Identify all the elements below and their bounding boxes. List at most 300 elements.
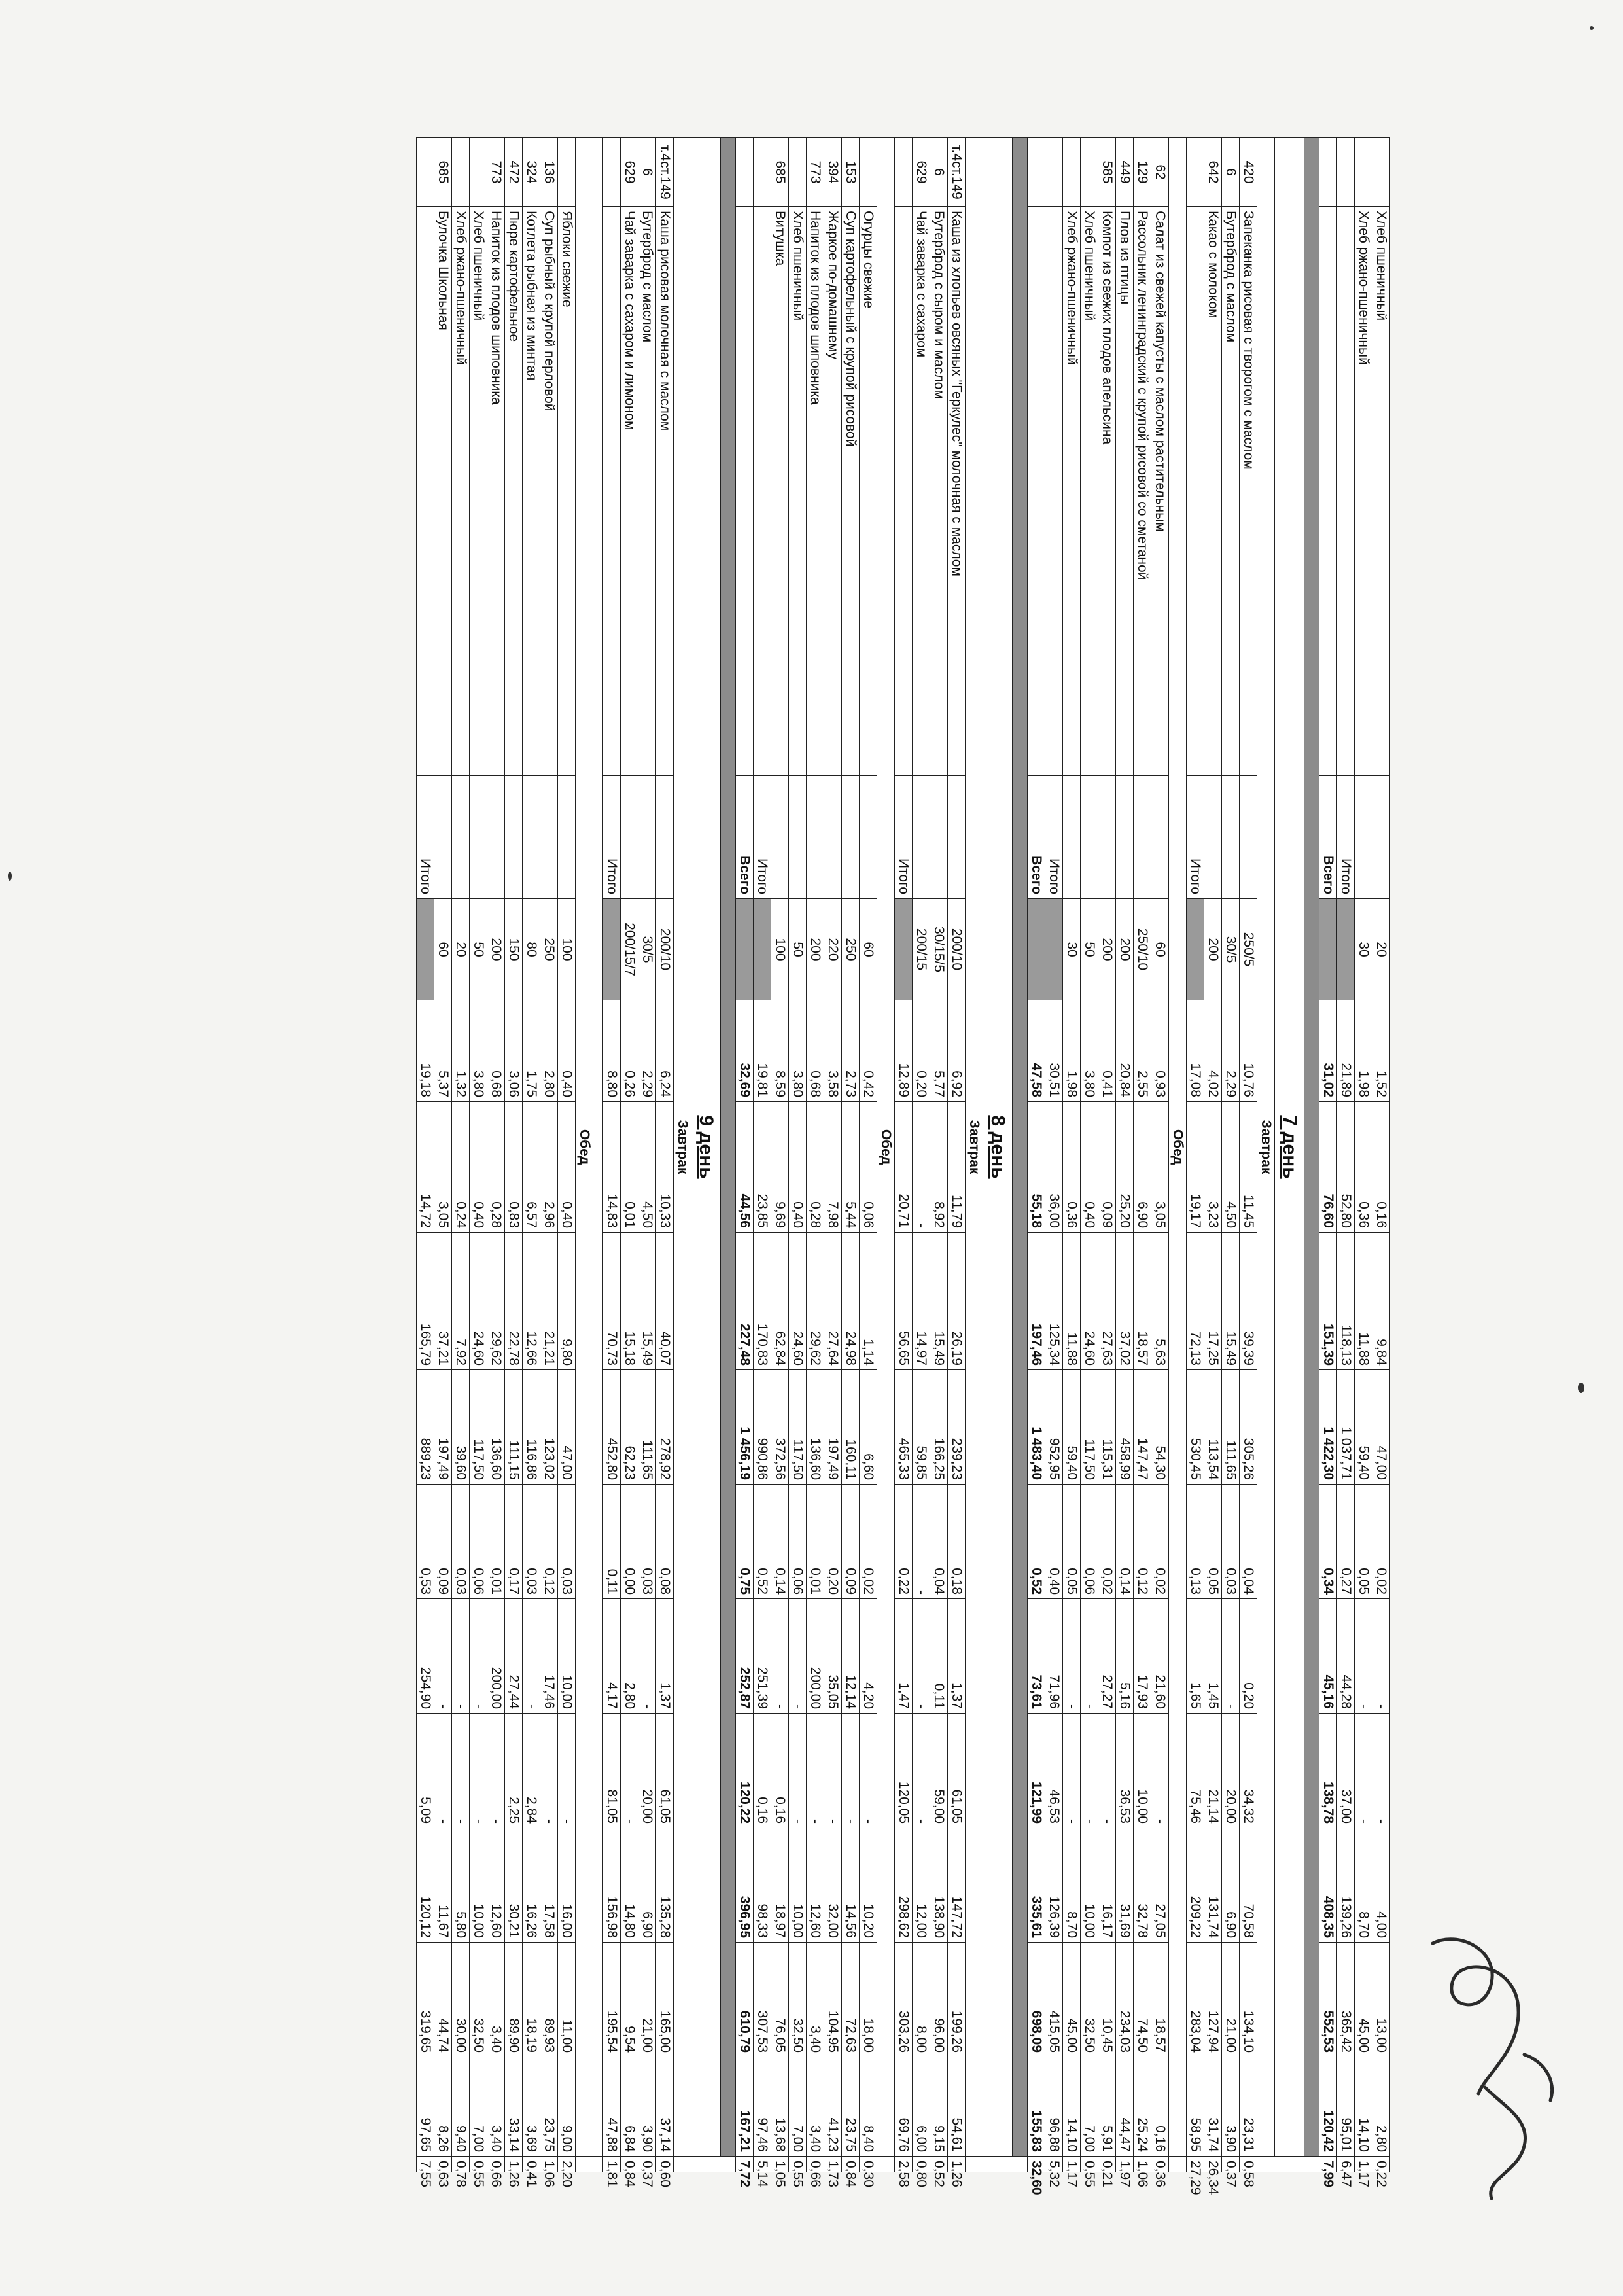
meal-title: Завтрак: [966, 138, 983, 2157]
separator-cell: [1304, 138, 1319, 2157]
nutrient-value: 89,93: [540, 1943, 558, 2057]
nutrient-value: -: [1081, 1714, 1098, 1828]
dish-name: Бутерброд с сыром и маслом: [930, 207, 948, 573]
nutrient-value: 35,05: [824, 1599, 842, 1714]
nutrient-value: 21,14: [1204, 1714, 1222, 1828]
nutrient-value: 41,23: [824, 2057, 842, 2157]
nutrient-value: 29,62: [807, 1233, 824, 1370]
nutrient-value: -: [434, 1599, 452, 1714]
total-value: 1 037,71: [1337, 1370, 1355, 1485]
nutrient-value: 111,65: [638, 1370, 656, 1485]
total-value: 17,08: [1187, 1000, 1204, 1102]
nutrient-value: -: [523, 1599, 540, 1714]
shaded-cell: [603, 899, 621, 1000]
total-label: Итого: [1187, 776, 1204, 899]
dish-name-extra: [1222, 573, 1240, 776]
portion-weight: 30/5: [1222, 899, 1240, 1000]
menu-row: [824, 138, 842, 2172]
nutrient-value: 7,00: [470, 2057, 487, 2157]
recipe-code: 773: [487, 138, 505, 207]
nutrient-value: 31,69: [1116, 1828, 1134, 1943]
recipe-code: 629: [913, 138, 930, 207]
total-label-cell: [523, 776, 540, 899]
nutrient-value: 4,02: [1204, 1000, 1222, 1102]
meal-title: Обед: [576, 138, 593, 2157]
nutrient-value: -: [452, 1714, 470, 1828]
nutrient-value: -: [1372, 1599, 1390, 1714]
nutrient-value: 62,23: [621, 1370, 638, 1485]
menu-row: [1116, 138, 1134, 2172]
dish-name-extra: [930, 573, 948, 776]
nutrient-value: 166,25: [930, 1370, 948, 1485]
meal-title: Обед: [1169, 138, 1187, 2157]
total-value: 7,72: [736, 2157, 754, 2172]
nutrient-value: 115,31: [1098, 1370, 1116, 1485]
total-label-cell: [789, 776, 807, 899]
total-label-cell: [1081, 776, 1098, 899]
nutrient-value: 0,05: [1204, 1485, 1222, 1599]
nutrient-value: 6,24: [656, 1000, 674, 1102]
empty-cell: [417, 573, 434, 776]
total-value: 195,54: [603, 1943, 621, 2057]
nutrient-value: 27,63: [1098, 1233, 1116, 1370]
total-value: 72,13: [1187, 1233, 1204, 1370]
menu-row: [487, 138, 505, 2172]
nutrient-value: 15,49: [930, 1233, 948, 1370]
nutrient-value: 4,50: [1222, 1102, 1240, 1233]
nutrient-value: 0,78: [452, 2157, 470, 2172]
nutrient-value: 15,18: [621, 1233, 638, 1370]
total-value: 58,95: [1187, 2057, 1204, 2157]
dish-name-extra: [860, 573, 877, 776]
total-value: 81,05: [603, 1714, 621, 1828]
nutrient-value: 96,00: [930, 1943, 948, 2057]
nutrient-value: 0,12: [540, 1485, 558, 1599]
nutrient-value: 123,02: [540, 1370, 558, 1485]
total-value: 27,29: [1187, 2157, 1204, 2172]
meal-header: [1169, 138, 1187, 2172]
nutrient-value: 12,14: [842, 1599, 860, 1714]
recipe-code: 773: [807, 138, 824, 207]
nutrient-value: 61,05: [656, 1714, 674, 1828]
recipe-code: 685: [771, 138, 789, 207]
menu-row: [842, 138, 860, 2172]
nutrient-value: 7,00: [1081, 2057, 1098, 2157]
nutrient-value: 17,93: [1134, 1599, 1151, 1714]
empty-cell: [754, 138, 771, 207]
total-value: 19,18: [417, 1000, 434, 1102]
empty-cell: [1045, 573, 1063, 776]
nutrient-value: 0,36: [1151, 2157, 1169, 2172]
menu-row: [807, 138, 824, 2172]
total-value: 5,14: [754, 2157, 771, 2172]
total-label-cell: [1134, 776, 1151, 899]
nutrient-value: 0,17: [505, 1485, 523, 1599]
menu-row: [523, 138, 540, 2172]
nutrient-value: 37,21: [434, 1233, 452, 1370]
dish-name-extra: [807, 573, 824, 776]
nutrient-value: 0,22: [1372, 2157, 1390, 2172]
nutrient-value: 136,60: [487, 1370, 505, 1485]
empty-cell: [754, 573, 771, 776]
menu-row: [434, 138, 452, 2172]
recipe-code: 685: [434, 138, 452, 207]
total-value: 5,09: [417, 1714, 434, 1828]
dish-name-extra: [842, 573, 860, 776]
nutrient-value: -: [771, 1599, 789, 1714]
separator-cell: [593, 138, 603, 2157]
total-value: 1 456,19: [736, 1370, 754, 1485]
nutrient-value: 76,05: [771, 1943, 789, 2057]
nutrient-value: 1,06: [540, 2157, 558, 2172]
nutrient-value: -: [1355, 1714, 1372, 1828]
total-value: 55,18: [1028, 1102, 1045, 1233]
nutrient-value: 5,37: [434, 1000, 452, 1102]
nutrient-value: 32,00: [824, 1828, 842, 1943]
nutrient-value: 12,60: [487, 1828, 505, 1943]
nutrient-value: 0,21: [1098, 2157, 1116, 2172]
nutrient-value: 12,60: [807, 1828, 824, 1943]
recipe-code: [1063, 138, 1081, 207]
nutrient-value: 138,90: [930, 1828, 948, 1943]
nutrient-value: 1,52: [1372, 1000, 1390, 1102]
nutrient-value: 3,80: [470, 1000, 487, 1102]
nutrient-value: 5,77: [930, 1000, 948, 1102]
nutrient-value: -: [470, 1714, 487, 1828]
shaded-cell: [1187, 899, 1204, 1000]
nutrient-value: 47,00: [1372, 1370, 1390, 1485]
total-value: 209,22: [1187, 1828, 1204, 1943]
total-value: 139,26: [1337, 1828, 1355, 1943]
shaded-cell: [736, 899, 754, 1000]
nutrient-value: 117,50: [789, 1370, 807, 1485]
nutrient-value: 36,53: [1116, 1714, 1134, 1828]
empty-cell: [895, 573, 913, 776]
nutrient-value: 0,09: [434, 1485, 452, 1599]
separator-cell: [1013, 138, 1028, 2157]
nutrient-value: 0,14: [1116, 1485, 1134, 1599]
total-value: 47,58: [1028, 1000, 1045, 1102]
nutrient-value: 135,28: [656, 1828, 674, 1943]
total-label-cell: [558, 776, 576, 899]
menu-row: [452, 138, 470, 2172]
portion-weight: 200/15: [913, 899, 930, 1000]
total-value: 1 483,40: [1028, 1370, 1045, 1485]
nutrient-value: 33,14: [505, 2057, 523, 2157]
portion-weight: 200: [1098, 899, 1116, 1000]
total-value: 0,16: [754, 1714, 771, 1828]
dish-name-extra: [1240, 573, 1257, 776]
nutrient-value: 0,00: [621, 1485, 638, 1599]
nutrient-value: 0,93: [1151, 1000, 1169, 1102]
portion-weight: 60: [1151, 899, 1169, 1000]
nutrient-value: 0,11: [930, 1599, 948, 1714]
empty-cell: [1319, 207, 1337, 573]
nutrient-value: 29,62: [487, 1233, 505, 1370]
menu-row: [948, 138, 966, 2172]
nutrient-value: 0,40: [789, 1102, 807, 1233]
portion-weight: 250: [540, 899, 558, 1000]
nutrient-value: 1,26: [505, 2157, 523, 2172]
recipe-code: 136: [540, 138, 558, 207]
nutrient-value: 14,10: [1355, 2057, 1372, 2157]
nutrient-value: 3,90: [638, 2057, 656, 2157]
nutrient-value: -: [842, 1714, 860, 1828]
nutrient-value: 9,69: [771, 1102, 789, 1233]
nutrient-value: 0,06: [470, 1485, 487, 1599]
total-value: 120,12: [417, 1828, 434, 1943]
nutrient-value: 0,58: [1240, 2157, 1257, 2172]
total-value: 303,26: [895, 1943, 913, 2057]
nutrient-value: 18,57: [1151, 1943, 1169, 2057]
menu-row: [540, 138, 558, 2172]
nutrient-value: 0,02: [1098, 1485, 1116, 1599]
portion-weight: 60: [434, 899, 452, 1000]
nutrient-value: 8,92: [930, 1102, 948, 1233]
nutrient-value: 2,55: [1134, 1000, 1151, 1102]
dish-name: Хлеб ржано-пшеничный: [1355, 207, 1372, 573]
total-label-cell: [638, 776, 656, 899]
nutrient-value: 1,17: [1063, 2157, 1081, 2172]
dish-name-extra: [771, 573, 789, 776]
dish-name-extra: [948, 573, 966, 776]
nutrient-value: 10,00: [558, 1599, 576, 1714]
nutrient-value: 39,39: [1240, 1233, 1257, 1370]
total-label-cell: [824, 776, 842, 899]
nutrient-value: 147,47: [1134, 1370, 1151, 1485]
nutrient-value: 10,00: [1134, 1714, 1151, 1828]
nutrient-value: 6,57: [523, 1102, 540, 1233]
nutrient-value: 0,08: [656, 1485, 674, 1599]
subtotal-row: [603, 138, 621, 2172]
nutrient-value: 6,90: [1222, 1828, 1240, 1943]
nutrient-value: 0,36: [1355, 1102, 1372, 1233]
nutrient-value: 0,03: [523, 1485, 540, 1599]
total-value: 167,21: [736, 2057, 754, 2157]
shaded-cell: [895, 899, 913, 1000]
dish-name: Плов из птицы: [1116, 207, 1134, 573]
recipe-code: 6: [930, 138, 948, 207]
nutrient-value: 59,40: [1063, 1370, 1081, 1485]
nutrient-value: 37,14: [656, 2057, 674, 2157]
recipe-code: 62: [1151, 138, 1169, 207]
nutrient-value: 3,23: [1204, 1102, 1222, 1233]
nutrient-value: 127,94: [1204, 1943, 1222, 2057]
nutrient-value: 0,83: [505, 1102, 523, 1233]
nutrient-value: 59,00: [930, 1714, 948, 1828]
total-label-cell: [1063, 776, 1081, 899]
dish-name-extra: [558, 573, 576, 776]
total-label-cell: [540, 776, 558, 899]
dish-name-extra: [1081, 573, 1098, 776]
nutrient-value: 30,21: [505, 1828, 523, 1943]
nutrient-value: 136,60: [807, 1370, 824, 1485]
nutrient-value: 113,54: [1204, 1370, 1222, 1485]
nutrient-value: 8,70: [1355, 1828, 1372, 1943]
total-value: 0,22: [895, 1485, 913, 1599]
nutrient-value: 1,45: [1204, 1599, 1222, 1714]
total-value: 14,83: [603, 1102, 621, 1233]
empty-cell: [1028, 573, 1045, 776]
nutrient-value: 0,20: [1240, 1599, 1257, 1714]
menu-row: [930, 138, 948, 2172]
nutrient-value: -: [470, 1599, 487, 1714]
dish-name-extra: [913, 573, 930, 776]
menu-row: [656, 138, 674, 2172]
nutrient-value: 104,95: [824, 1943, 842, 2057]
nutrient-value: 199,26: [948, 1943, 966, 2057]
recipe-code: [789, 138, 807, 207]
nutrient-value: 0,28: [487, 1102, 505, 1233]
nutrient-value: 12,66: [523, 1233, 540, 1370]
total-value: 120,42: [1319, 2057, 1337, 2157]
menu-row: [621, 138, 638, 2172]
empty-cell: [736, 207, 754, 573]
nutrient-value: 7,98: [824, 1102, 842, 1233]
total-value: 415,05: [1045, 1943, 1063, 2057]
nutrient-value: 197,49: [434, 1370, 452, 1485]
nutrient-value: 40,07: [656, 1233, 674, 1370]
nutrient-value: 0,04: [1240, 1485, 1257, 1599]
total-value: 0,52: [1028, 1485, 1045, 1599]
nutrient-value: 44,74: [434, 1943, 452, 2057]
nutrient-value: 2,80: [540, 1000, 558, 1102]
total-label-cell: [505, 776, 523, 899]
nutrient-value: 6,90: [1134, 1102, 1151, 1233]
nutrient-value: -: [1355, 1599, 1372, 1714]
nutrient-value: -: [1081, 1599, 1098, 1714]
total-value: 452,80: [603, 1370, 621, 1485]
nutrient-value: 21,60: [1151, 1599, 1169, 1714]
empty-cell: [736, 573, 754, 776]
recipe-code: 585: [1098, 138, 1116, 207]
recipe-code: 394: [824, 138, 842, 207]
nutrient-value: 372,56: [771, 1370, 789, 1485]
recipe-code: [1372, 138, 1390, 207]
nutrient-value: 11,88: [1063, 1233, 1081, 1370]
total-value: 52,80: [1337, 1102, 1355, 1233]
nutrient-value: 3,05: [1151, 1102, 1169, 1233]
nutrient-value: -: [860, 1714, 877, 1828]
nutrient-value: 13,00: [1372, 1943, 1390, 2057]
portion-weight: 200: [1204, 899, 1222, 1000]
nutrient-value: 0,02: [860, 1485, 877, 1599]
total-value: 319,65: [417, 1943, 434, 2057]
recipe-code: [860, 138, 877, 207]
dish-name: Хлеб пшеничный: [1081, 207, 1098, 573]
nutrient-value: 0,84: [842, 2157, 860, 2172]
total-label-cell: [1222, 776, 1240, 899]
dish-name: Булочка Школьная: [434, 207, 452, 573]
nutrient-value: 0,37: [1222, 2157, 1240, 2172]
separator-cell: [721, 138, 736, 2157]
total-value: 0,53: [417, 1485, 434, 1599]
nutrient-value: 0,42: [860, 1000, 877, 1102]
dish-name-extra: [656, 573, 674, 776]
nutrient-value: -: [789, 1599, 807, 1714]
nutrient-value: -: [913, 1485, 930, 1599]
total-value: 30,51: [1045, 1000, 1063, 1102]
nutrient-value: 0,36: [1063, 1102, 1081, 1233]
nutrient-value: 3,05: [434, 1102, 452, 1233]
nutrient-value: 0,04: [930, 1485, 948, 1599]
recipe-code: [1081, 138, 1098, 207]
nutrient-value: 305,26: [1240, 1370, 1257, 1485]
total-label: Итого: [1045, 776, 1063, 899]
nutrient-value: 26,34: [1204, 2157, 1222, 2172]
menu-row: [1372, 138, 1390, 2172]
portion-weight: 250/10: [1134, 899, 1151, 1000]
shaded-cell: [1028, 899, 1045, 1000]
nutrient-value: 2,80: [621, 1599, 638, 1714]
total-value: 1 422,30: [1319, 1370, 1337, 1485]
nutrient-value: 27,64: [824, 1233, 842, 1370]
empty-cell: [1337, 138, 1355, 207]
dish-name: Бутерброд с маслом: [1222, 207, 1240, 573]
portion-weight: 150: [505, 899, 523, 1000]
nutrient-value: 0,40: [1081, 1102, 1098, 1233]
total-label: Всего: [736, 776, 754, 899]
nutrient-value: 131,74: [1204, 1828, 1222, 1943]
nutrient-value: 9,80: [558, 1233, 576, 1370]
nutrient-value: 6,00: [913, 2057, 930, 2157]
total-value: 283,04: [1187, 1943, 1204, 2057]
menu-row: [789, 138, 807, 2172]
menu-row: [470, 138, 487, 2172]
menu-row: [1098, 138, 1116, 2172]
total-label: Итого: [417, 776, 434, 899]
dish-name: Каша из хлопьев овсяных "Геркулес" молочная с маслом: [948, 207, 966, 573]
dish-name-extra: [1372, 573, 1390, 776]
total-label-cell: [913, 776, 930, 899]
nutrient-value: 59,85: [913, 1370, 930, 1485]
empty-cell: [1028, 207, 1045, 573]
recipe-code: 129: [1134, 138, 1151, 207]
total-value: 197,46: [1028, 1233, 1045, 1370]
nutrient-value: 23,31: [1240, 2057, 1257, 2157]
portion-weight: 60: [860, 899, 877, 1000]
dish-name: Витушка: [771, 207, 789, 573]
total-value: 298,62: [895, 1828, 913, 1943]
total-value: 889,23: [417, 1370, 434, 1485]
meal-header: [877, 138, 895, 2172]
portion-weight: 200: [1116, 899, 1134, 1000]
total-value: 12,89: [895, 1000, 913, 1102]
nutrient-value: 0,66: [487, 2157, 505, 2172]
total-value: 307,53: [754, 1943, 771, 2057]
nutrient-value: 0,16: [1372, 1102, 1390, 1233]
meal-header: [576, 138, 593, 2172]
recipe-code: [470, 138, 487, 207]
nutrient-value: -: [621, 1714, 638, 1828]
nutrient-value: 0,16: [1151, 2057, 1169, 2157]
nutrient-value: 9,15: [930, 2057, 948, 2157]
dish-name: Рассольник ленинградский с крупой рисовой со сметаной: [1134, 207, 1151, 573]
nutrient-value: 0,24: [452, 1102, 470, 1233]
total-value: 45,16: [1319, 1599, 1337, 1714]
nutrient-value: 8,00: [913, 1943, 930, 2057]
nutrient-value: 0,20: [824, 1485, 842, 1599]
nutrient-value: 0,63: [434, 2157, 452, 2172]
shaded-cell: [1337, 899, 1355, 1000]
portion-weight: 30: [1063, 899, 1081, 1000]
dish-name: Хлеб ржано-пшеничный: [1063, 207, 1081, 573]
nutrient-value: 9,00: [558, 2057, 576, 2157]
nutrient-value: 3,80: [1081, 1000, 1098, 1102]
total-value: 396,95: [736, 1828, 754, 1943]
nutrient-value: 2,29: [1222, 1000, 1240, 1102]
nutrient-value: 3,80: [789, 1000, 807, 1102]
